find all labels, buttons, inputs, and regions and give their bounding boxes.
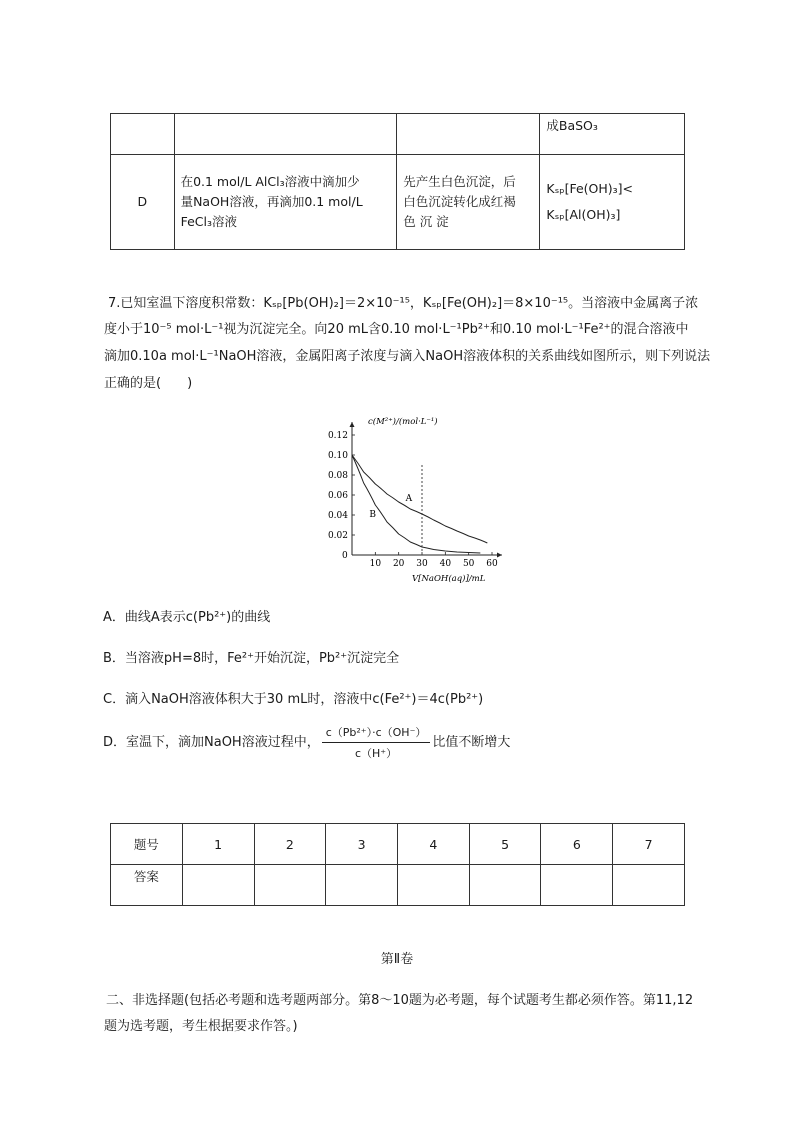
x-tick-label: 30	[416, 559, 428, 569]
option-c: C．滴入NaOH溶液体积大于30 mL时，溶液中c(Fe²⁺)＝4c(Pb²⁺)	[103, 692, 484, 707]
table-cell	[111, 114, 175, 155]
origin-label: 0	[342, 551, 348, 561]
answer-table	[110, 823, 685, 906]
table-cell	[174, 114, 397, 155]
operation-line: FeCl₃溶液	[180, 214, 237, 229]
answer-cell[interactable]	[541, 865, 613, 906]
phenomenon-line: 色 沉 淀	[403, 214, 449, 229]
answer-cell[interactable]	[613, 865, 685, 906]
series-line-b	[352, 455, 480, 553]
question-number: 3	[326, 824, 398, 865]
option-a: A．曲线A表示c(Pb²⁺)的曲线	[103, 610, 271, 625]
y-axis-arrow	[350, 422, 355, 427]
comparison-table	[110, 113, 685, 250]
question-number: 2	[254, 824, 326, 865]
x-tick-label: 50	[462, 559, 475, 569]
question-number: 5	[469, 824, 541, 865]
y-tick-label: 0.04	[327, 511, 348, 521]
option-label-cell: D	[111, 155, 175, 250]
phenomenon-cell	[397, 155, 540, 250]
option-d	[103, 724, 510, 761]
answer-cell[interactable]	[469, 865, 541, 906]
question-stem-line: 正确的是( )	[104, 376, 193, 391]
x-axis-arrow	[497, 553, 502, 558]
x-axis-label: V[NaOH(aq)]/mL	[412, 574, 486, 584]
question-number: 1	[182, 824, 254, 865]
ratio-fraction	[322, 724, 431, 761]
fraction-numerator: c（Pb²⁺）·c（OH⁻）	[322, 724, 431, 743]
y-tick-label: 0.10	[327, 451, 348, 461]
option-d-suffix: 比值不断增大	[432, 735, 511, 750]
x-tick-label: 40	[439, 559, 452, 569]
answer-label: 答案	[111, 865, 183, 906]
x-tick-label: 60	[486, 559, 498, 569]
option-b: B．当溶液pH=8时，Fe²⁺开始沉淀，Pb²⁺沉淀完全	[103, 651, 400, 666]
question-stem-line: 滴加0.10a mol·L⁻¹NaOH溶液，金属阳离子浓度与滴入NaOH溶液体积的关系曲线如图所示，则下列说法	[104, 349, 711, 364]
phenomenon-line: 白色沉淀转化成红褐	[403, 194, 516, 209]
question-stem-line: 7.已知室温下溶度积常数：Kₛₚ[Pb(OH)₂]＝2×10⁻¹⁵，Kₛₚ[Fe(OH)₂]＝8×10⁻¹⁵。当溶液中金属离子浓	[108, 296, 699, 311]
answer-cell[interactable]	[182, 865, 254, 906]
answer-cell[interactable]	[397, 865, 469, 906]
question-number: 4	[397, 824, 469, 865]
table-row	[111, 824, 685, 865]
question-stem-line: 度小于10⁻⁵ mol·L⁻¹视为沉淀完全。向20 mL含0.10 mol·L⁻¹Pb²⁺和0.10 mol·L⁻¹Fe²⁺的混合溶液中	[104, 322, 689, 337]
y-axis-label: c(M²⁺)/(mol·L⁻¹)	[368, 417, 438, 427]
option-d-prefix: D．室温下，滴加NaOH溶液过程中，	[103, 735, 320, 750]
conclusion-cell	[540, 155, 685, 250]
y-tick-label: 0.12	[327, 431, 348, 441]
concentration-volume-chart	[320, 408, 510, 588]
series-label-a: A	[405, 494, 413, 504]
operation-line: 量NaOH溶液，再滴加0.1 mol/L	[180, 194, 363, 209]
series-label-b: B	[369, 510, 376, 520]
conclusion-text: 成BaSO₃	[546, 118, 598, 133]
question-number-header: 题号	[111, 824, 183, 865]
y-tick-label: 0.06	[327, 491, 348, 501]
x-tick-label: 10	[369, 559, 382, 569]
fraction-denominator: c（H⁺）	[354, 747, 398, 760]
section-title: 第Ⅱ卷	[380, 952, 414, 967]
operation-cell	[174, 155, 397, 250]
table-cell	[540, 114, 685, 155]
conclusion-line: Kₛₚ[Fe(OH)₃]<	[546, 181, 634, 196]
y-tick-label: 0.08	[327, 471, 348, 481]
table-cell	[397, 114, 540, 155]
section-instruction-line: 二、非选择题(包括必考题和选考题两部分。第8～10题为必考题，每个试题考生都必须作答。第11,12	[106, 993, 694, 1008]
table-row	[111, 865, 685, 906]
phenomenon-line: 先产生白色沉淀，后	[403, 174, 516, 189]
operation-line: 在0.1 mol/L AlCl₃溶液中滴加少	[180, 174, 360, 189]
question-number: 7	[613, 824, 685, 865]
conclusion-line: Kₛₚ[Al(OH)₃]	[546, 207, 621, 222]
section-instruction-line: 题为选考题，考生根据要求作答。)	[104, 1019, 298, 1034]
question-number: 6	[541, 824, 613, 865]
y-tick-label: 0.02	[327, 531, 348, 541]
answer-cell[interactable]	[326, 865, 398, 906]
x-tick-label: 20	[392, 559, 405, 569]
answer-cell[interactable]	[254, 865, 326, 906]
